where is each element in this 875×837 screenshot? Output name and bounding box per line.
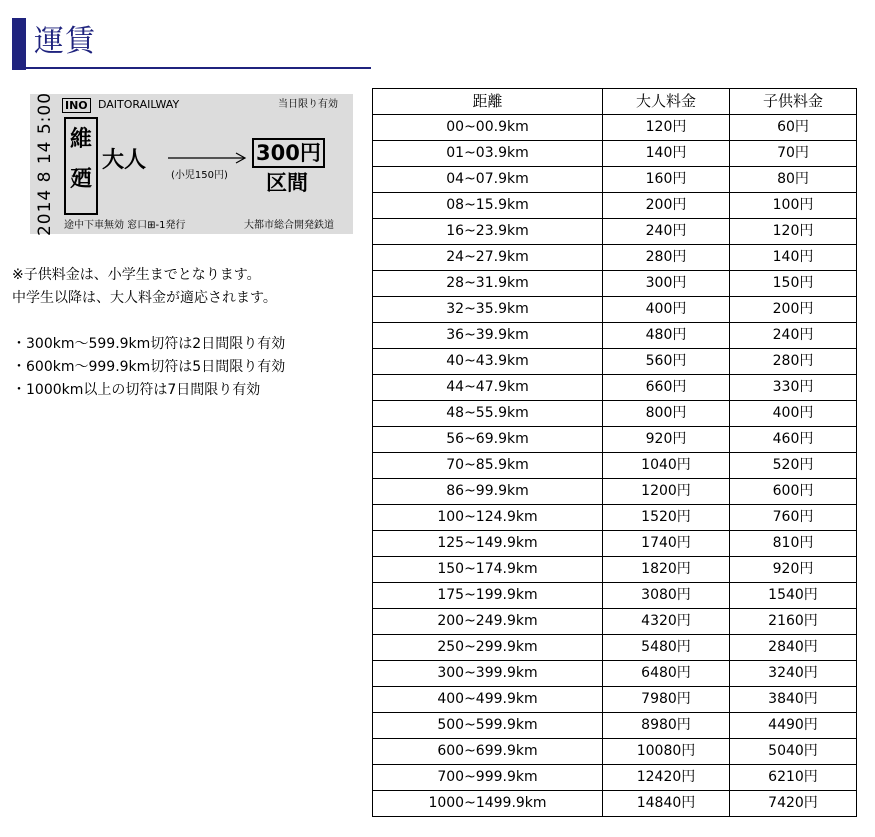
ticket-ino-badge: INO [62, 98, 91, 113]
distance-cell: 48~55.9km [373, 401, 603, 427]
ticket-footer-right: 大都市総合開発鉄道 [244, 220, 334, 231]
adult-fare-cell: 560円 [603, 349, 730, 375]
distance-cell: 200~249.9km [373, 609, 603, 635]
adult-fare-cell: 660円 [603, 375, 730, 401]
child-fare-cell: 150円 [730, 271, 857, 297]
adult-fare-cell: 7980円 [603, 687, 730, 713]
distance-cell: 150~174.9km [373, 557, 603, 583]
ticket-child-price: (小児150円) [171, 170, 228, 181]
distance-cell: 28~31.9km [373, 271, 603, 297]
adult-fare-cell: 480円 [603, 323, 730, 349]
child-fare-cell: 2160円 [730, 609, 857, 635]
ticket-footer-left: 途中下車無効 窓口⊞-1発行 [64, 220, 186, 231]
child-fare-cell: 6210円 [730, 765, 857, 791]
table-row [373, 505, 857, 531]
child-fare-cell: 280円 [730, 349, 857, 375]
distance-cell: 40~43.9km [373, 349, 603, 375]
child-fare-cell: 920円 [730, 557, 857, 583]
table-row [373, 271, 857, 297]
ticket-date: 2014 8 14 5:00 [35, 91, 55, 237]
child-fare-cell: 200円 [730, 297, 857, 323]
ticket-adult-label: 大人 [102, 148, 147, 173]
child-fare-cell: 760円 [730, 505, 857, 531]
child-fare-cell: 600円 [730, 479, 857, 505]
distance-cell: 00~00.9km [373, 115, 603, 141]
note-bullet-3: ・1000km以上の切符は7日間限り有効 [12, 382, 261, 398]
child-fare-cell: 3840円 [730, 687, 857, 713]
page-title: 運賃 [34, 24, 96, 59]
table-row [373, 479, 857, 505]
distance-cell: 56~69.9km [373, 427, 603, 453]
distance-cell: 300~399.9km [373, 661, 603, 687]
child-fare-cell: 60円 [730, 115, 857, 141]
ticket-date-strip [30, 91, 60, 237]
note-bullet-2: ・600km～999.9km切符は5日間限り有効 [12, 359, 286, 375]
child-fare-cell: 520円 [730, 453, 857, 479]
distance-cell: 04~07.9km [373, 167, 603, 193]
adult-fare-cell: 300円 [603, 271, 730, 297]
adult-fare-cell: 12420円 [603, 765, 730, 791]
distance-cell: 36~39.9km [373, 323, 603, 349]
distance-cell: 125~149.9km [373, 531, 603, 557]
table-row [373, 765, 857, 791]
distance-cell: 100~124.9km [373, 505, 603, 531]
table-row [373, 531, 857, 557]
distance-cell: 250~299.9km [373, 635, 603, 661]
child-fare-cell: 70円 [730, 141, 857, 167]
adult-fare-cell: 160円 [603, 167, 730, 193]
note-bullet-1: ・300km～599.9km切符は2日間限り有効 [12, 336, 286, 352]
adult-fare-cell: 120円 [603, 115, 730, 141]
child-fare-cell: 140円 [730, 245, 857, 271]
table-row [373, 557, 857, 583]
arrow-right-icon [168, 152, 248, 164]
header-underline [12, 67, 371, 69]
fare-table [372, 88, 857, 817]
child-fare-cell: 3240円 [730, 661, 857, 687]
table-row [373, 245, 857, 271]
table-row [373, 739, 857, 765]
table-row [373, 609, 857, 635]
adult-fare-cell: 280円 [603, 245, 730, 271]
ticket-price: 300円 [252, 138, 325, 168]
table-row [373, 323, 857, 349]
distance-cell: 175~199.9km [373, 583, 603, 609]
adult-fare-cell: 400円 [603, 297, 730, 323]
child-fare-cell: 4490円 [730, 713, 857, 739]
distance-cell: 01~03.9km [373, 141, 603, 167]
adult-fare-cell: 140円 [603, 141, 730, 167]
header-distance: 距離 [373, 89, 603, 115]
table-row [373, 635, 857, 661]
ticket-image [30, 91, 353, 237]
adult-fare-cell: 920円 [603, 427, 730, 453]
adult-fare-cell: 5480円 [603, 635, 730, 661]
table-row [373, 349, 857, 375]
child-fare-cell: 460円 [730, 427, 857, 453]
distance-cell: 16~23.9km [373, 219, 603, 245]
table-row [373, 661, 857, 687]
ticket-railway-name: DAITORAILWAY [98, 98, 180, 111]
child-fare-cell: 400円 [730, 401, 857, 427]
adult-fare-cell: 1520円 [603, 505, 730, 531]
child-fare-cell: 240円 [730, 323, 857, 349]
fare-notes [12, 264, 285, 402]
distance-cell: 1000~1499.9km [373, 791, 603, 817]
adult-fare-cell: 1040円 [603, 453, 730, 479]
adult-fare-cell: 3080円 [603, 583, 730, 609]
table-row [373, 193, 857, 219]
note-line-1: ※子供料金は、小学生までとなります。 [12, 267, 261, 283]
table-row [373, 583, 857, 609]
table-row [373, 427, 857, 453]
child-fare-cell: 7420円 [730, 791, 857, 817]
table-row [373, 687, 857, 713]
ticket-origin-char-1: 維 [69, 127, 92, 152]
header-adult-fare: 大人料金 [603, 89, 730, 115]
fare-table-header [373, 89, 857, 115]
table-row [373, 115, 857, 141]
distance-cell: 32~35.9km [373, 297, 603, 323]
adult-fare-cell: 1820円 [603, 557, 730, 583]
table-row [373, 401, 857, 427]
adult-fare-cell: 4320円 [603, 609, 730, 635]
child-fare-cell: 810円 [730, 531, 857, 557]
distance-cell: 600~699.9km [373, 739, 603, 765]
distance-cell: 44~47.9km [373, 375, 603, 401]
ticket-validity: 当日限り有効 [278, 99, 338, 110]
distance-cell: 24~27.9km [373, 245, 603, 271]
adult-fare-cell: 6480円 [603, 661, 730, 687]
adult-fare-cell: 10080円 [603, 739, 730, 765]
table-row [373, 167, 857, 193]
ticket-origin-box [64, 117, 98, 215]
child-fare-cell: 100円 [730, 193, 857, 219]
table-row [373, 791, 857, 817]
child-fare-cell: 330円 [730, 375, 857, 401]
header-accent-bar [12, 18, 26, 70]
distance-cell: 08~15.9km [373, 193, 603, 219]
distance-cell: 400~499.9km [373, 687, 603, 713]
table-row [373, 297, 857, 323]
distance-cell: 500~599.9km [373, 713, 603, 739]
child-fare-cell: 80円 [730, 167, 857, 193]
child-fare-cell: 2840円 [730, 635, 857, 661]
adult-fare-cell: 240円 [603, 219, 730, 245]
table-row [373, 713, 857, 739]
table-row [373, 219, 857, 245]
header-child-fare: 子供料金 [730, 89, 857, 115]
table-row [373, 375, 857, 401]
distance-cell: 700~999.9km [373, 765, 603, 791]
table-row [373, 453, 857, 479]
adult-fare-cell: 800円 [603, 401, 730, 427]
distance-cell: 86~99.9km [373, 479, 603, 505]
note-line-2: 中学生以降は、大人料金が適応されます。 [12, 290, 277, 306]
child-fare-cell: 5040円 [730, 739, 857, 765]
ticket-zone-label: 区間 [266, 171, 308, 195]
adult-fare-cell: 8980円 [603, 713, 730, 739]
fare-table-body [373, 115, 857, 817]
adult-fare-cell: 200円 [603, 193, 730, 219]
table-row [373, 141, 857, 167]
child-fare-cell: 1540円 [730, 583, 857, 609]
adult-fare-cell: 14840円 [603, 791, 730, 817]
adult-fare-cell: 1740円 [603, 531, 730, 557]
adult-fare-cell: 1200円 [603, 479, 730, 505]
ticket-origin-char-2: 廼 [69, 167, 92, 192]
distance-cell: 70~85.9km [373, 453, 603, 479]
child-fare-cell: 120円 [730, 219, 857, 245]
